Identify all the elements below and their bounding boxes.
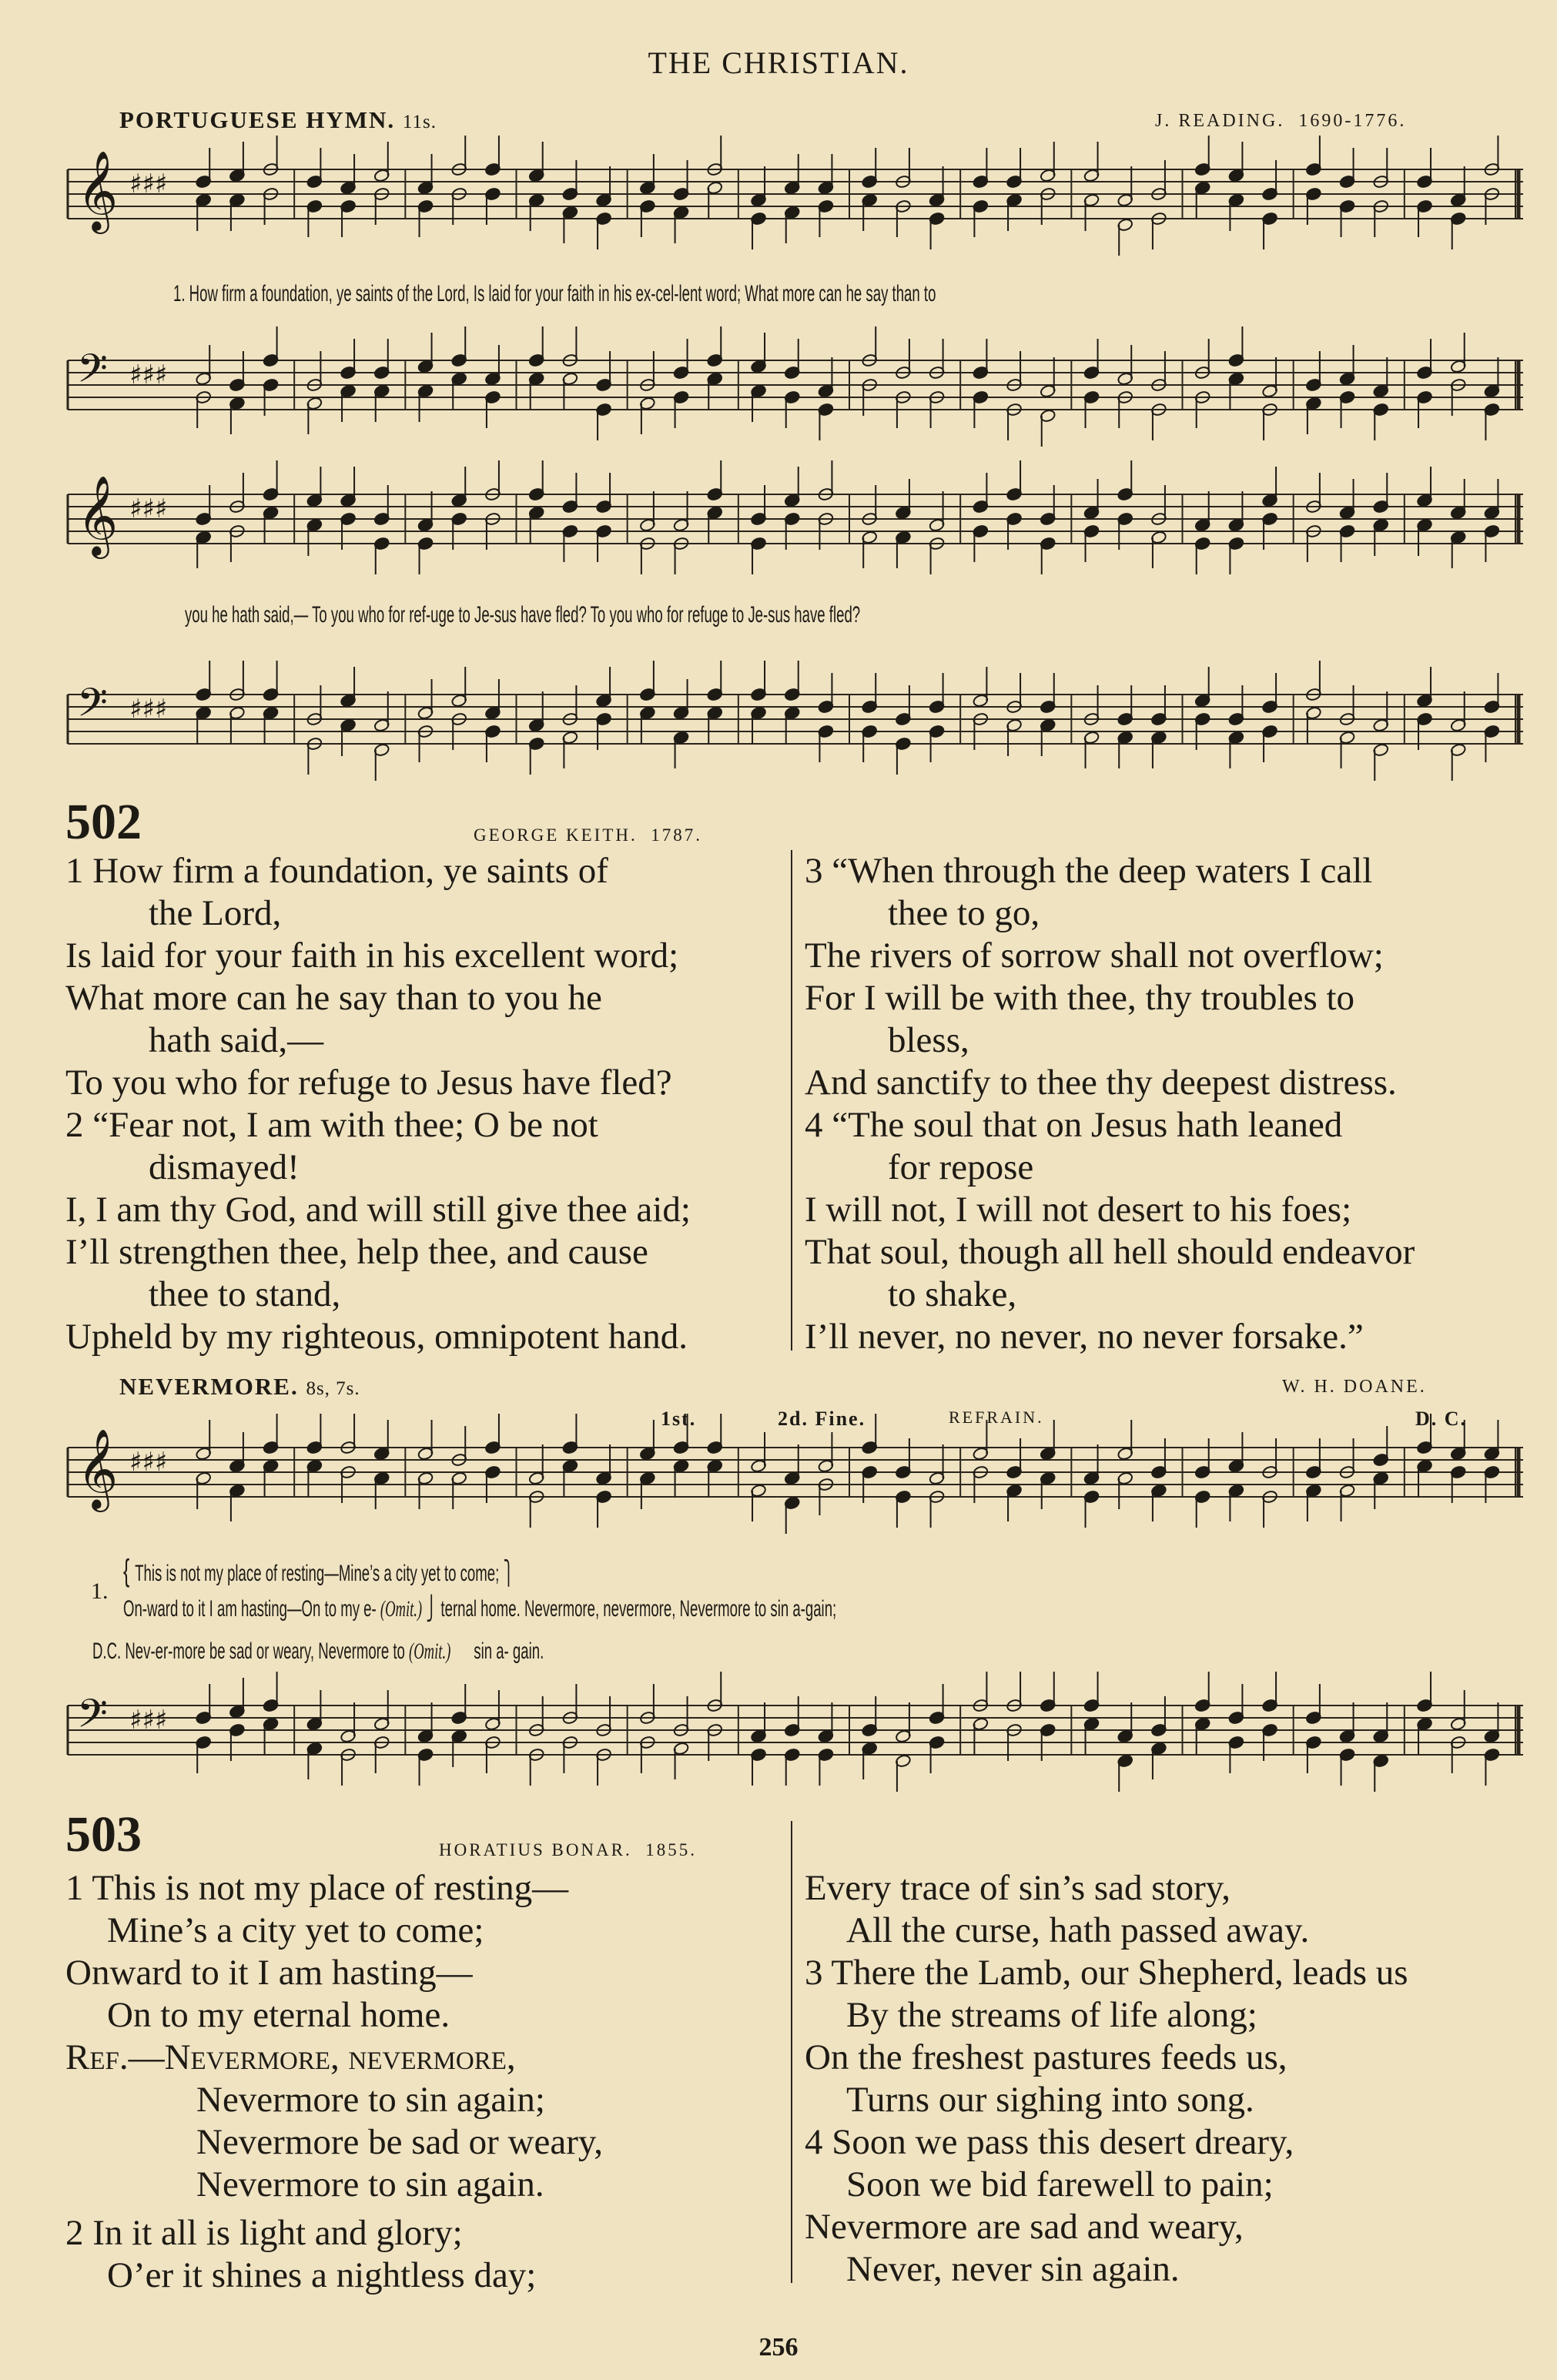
verse-line: Never, never sin again. <box>846 2249 1180 2289</box>
verse-line: Soon we bid farewell to pain; <box>846 2164 1274 2204</box>
key-signature-icon: ♯♯♯ <box>129 694 168 725</box>
verse-line: By the streams of life along; <box>846 1995 1257 2035</box>
bass-clef-icon: 𝄢 <box>77 679 108 735</box>
verse-line: On to my eternal home. <box>107 1995 450 2035</box>
verse-line: Nevermore are sad and weary, <box>805 2207 1244 2247</box>
verse-line: Nevermore to sin again; <box>196 2080 545 2120</box>
tune2-treble-staff <box>68 1428 1523 1525</box>
tune2-lyric-c <box>92 1639 544 1665</box>
treble-clef-icon: 𝄞 <box>77 150 119 231</box>
tune2-composer: W. H. DOANE. <box>1282 1377 1427 1397</box>
tune1-bass-staff-1 <box>68 345 1523 437</box>
column-divider-503 <box>791 1821 792 2283</box>
verse-line: Ref.—Nevermore, nevermore, <box>65 2037 516 2077</box>
tune1-treble-staff-2 <box>68 475 1523 571</box>
tune2-dc-mark: D. C. <box>1415 1408 1468 1430</box>
hymn-502-author: GEORGE KEITH. <box>474 825 638 845</box>
verse-line: The rivers of sorrow shall not overflow; <box>805 936 1384 976</box>
verse-line: Nevermore to sin again. <box>196 2164 544 2204</box>
hymn-503-author: HORATIUS BONAR. <box>439 1840 632 1859</box>
tune1-meter: 11s. <box>402 112 437 132</box>
verse-line: And sanctify to thee thy deepest distress. <box>805 1063 1397 1103</box>
tune2-title <box>119 1373 360 1401</box>
verse-line: What more can he say than to you he <box>65 978 602 1018</box>
page-number: 256 <box>758 2333 799 2362</box>
hymn-502-left-column <box>65 850 691 1358</box>
tune1-composer: J. READING. <box>1155 111 1285 131</box>
verse-line: 1 How firm a foundation, ye saints of <box>65 851 608 891</box>
verse-line: O’er it shines a nightless day; <box>107 2255 537 2295</box>
key-signature-icon: ♯♯♯ <box>129 360 168 390</box>
verse-line: dismayed! <box>149 1147 300 1187</box>
tune2-name: NEVERMORE. <box>119 1373 299 1400</box>
hymn-503-right-column <box>805 1867 1408 2291</box>
column-divider-502 <box>791 850 792 1351</box>
tune1-title <box>119 106 437 134</box>
page-header: THE CHRISTIAN. <box>648 45 909 80</box>
hymn-503-number: 503 <box>65 1806 142 1863</box>
verse-line: I’ll strengthen thee, help thee, and cause <box>65 1232 648 1272</box>
verse-line: 4 Soon we pass this desert dreary, <box>805 2122 1294 2162</box>
tune2-omit-1: (Omit.) <box>380 1596 423 1622</box>
tune2-meter: 8s, 7s. <box>306 1378 360 1399</box>
verse-line: Upheld by my righteous, omnipotent hand. <box>65 1317 688 1357</box>
verse-line: hath said,— <box>149 1020 324 1060</box>
tune1-composer-block <box>1155 111 1406 132</box>
hymn-502-number: 502 <box>65 794 142 850</box>
tune2-omit-2: (Omit.) <box>409 1639 451 1664</box>
verse-line: Onward to it I am hasting— <box>65 1953 473 1993</box>
verse-line: thee to stand, <box>149 1274 341 1314</box>
tune2-refrain-mark: REFRAIN. <box>949 1408 1044 1427</box>
tune2-lyric-c2: sin a- gain. <box>474 1639 544 1664</box>
tune2-dc-label: D.C. <box>92 1639 122 1664</box>
tune2-lyric-b <box>123 1595 836 1622</box>
verse-line: I, I am thy God, and will still give thee aid; <box>65 1190 691 1230</box>
verse-line: Nevermore be sad or weary, <box>196 2122 604 2162</box>
key-signature-icon: ♯♯♯ <box>129 1705 168 1736</box>
verse-line: I will not, I will not desert to his foes; <box>805 1190 1352 1230</box>
verse-line: On the freshest pastures feeds us, <box>805 2037 1287 2077</box>
key-signature-icon: ♯♯♯ <box>129 1447 168 1478</box>
tune2-verse-number: 1. <box>91 1578 109 1604</box>
tune2-lyric-brace-open: { <box>123 1554 136 1588</box>
tune2-bass-staff <box>68 1690 1523 1782</box>
verse-line: All the curse, hath passed away. <box>846 1910 1310 1950</box>
hymn-502-year: 1787. <box>651 825 702 845</box>
verse-line: 3 “When through the deep waters I call <box>805 851 1373 891</box>
verse-line: I’ll never, no never, no never forsake.” <box>805 1317 1364 1357</box>
tune2-lyric-c1: Nev-er-more be sad or weary, Nevermore to <box>125 1639 405 1664</box>
tune1-name: PORTUGUESE HYMN. <box>119 106 396 133</box>
verse-line: the Lord, <box>149 893 282 933</box>
hymn-502-right-column <box>805 850 1415 1358</box>
verse-line: 4 “The soul that on Jesus hath leaned <box>805 1105 1343 1145</box>
tune2-lyric-a-text: This is not my place of resting—Mine’s a city yet to come; <box>135 1561 500 1586</box>
hymn-503-year: 1855. <box>645 1840 697 1859</box>
hymn-503-attribution <box>439 1840 697 1860</box>
verse-line: thee to go, <box>888 893 1040 933</box>
treble-clef-icon: 𝄞 <box>77 475 119 556</box>
verse-line: To you who for refuge to Jesus have fled? <box>65 1063 672 1103</box>
verse-line: 2 “Fear not, I am with thee; O be not <box>65 1105 598 1145</box>
verse-line: Every trace of sin’s sad story, <box>805 1868 1231 1908</box>
tune2-lyric-a-brace: ⎫ <box>499 1561 514 1586</box>
key-signature-icon: ♯♯♯ <box>129 169 168 199</box>
verse-line: for repose <box>888 1147 1034 1187</box>
verse-line: Turns our sighing into song. <box>846 2080 1254 2120</box>
tune2-lyric-b2: ternal home. Nevermore, nevermore, Nevermore to sin a-gain; <box>440 1596 837 1622</box>
verse-line: 2 In it all is light and glory; <box>65 2213 463 2253</box>
tune2-second-ending-mark: 2d. Fine. <box>778 1408 866 1430</box>
verse-line: That soul, though all hell should endeavor <box>805 1232 1415 1272</box>
verse-line: to shake, <box>888 1274 1017 1314</box>
tune1-dates: 1690-1776. <box>1298 111 1407 131</box>
verse-line: Mine’s a city yet to come; <box>107 1910 484 1950</box>
tune2-lyric-a <box>123 1554 514 1588</box>
verse-line: 1 This is not my place of resting— <box>65 1868 569 1908</box>
tune1-treble-staff-1 <box>68 150 1523 246</box>
bass-clef-icon: 𝄢 <box>77 1690 108 1746</box>
tune2-first-ending-mark: 1st. <box>661 1408 697 1430</box>
tune1-lyric-line-1: 1. How firm a foundation, ye saints of the Lord, Is laid for your faith in his ex-cel-lent word; What more can he say than to <box>173 281 936 306</box>
verse-line: 3 There the Lamb, our Shepherd, leads us <box>805 1953 1408 1993</box>
verse-line: For I will be with thee, thy troubles to <box>805 978 1355 1018</box>
hymn-502-attribution <box>474 825 702 845</box>
tune2-lyric-b1: On-ward to it I am hasting—On to my e- <box>123 1596 377 1622</box>
treble-clef-icon: 𝄞 <box>77 1428 119 1509</box>
tune1-bass-staff-2 <box>68 679 1523 772</box>
tune2-lyric-b-brace: ⎭ <box>426 1596 437 1622</box>
tune1-lyric-line-2: you he hath said,— To you who for ref-uge to Je-sus have fled? To you who for refuge to Je-sus have fled? <box>185 602 861 628</box>
verse-line: Is laid for your faith in his excellent word; <box>65 936 679 976</box>
bass-clef-icon: 𝄢 <box>77 345 108 401</box>
verse-line: bless, <box>888 1020 969 1060</box>
key-signature-icon: ♯♯♯ <box>129 494 168 524</box>
hymn-503-left-column <box>65 1867 603 2297</box>
